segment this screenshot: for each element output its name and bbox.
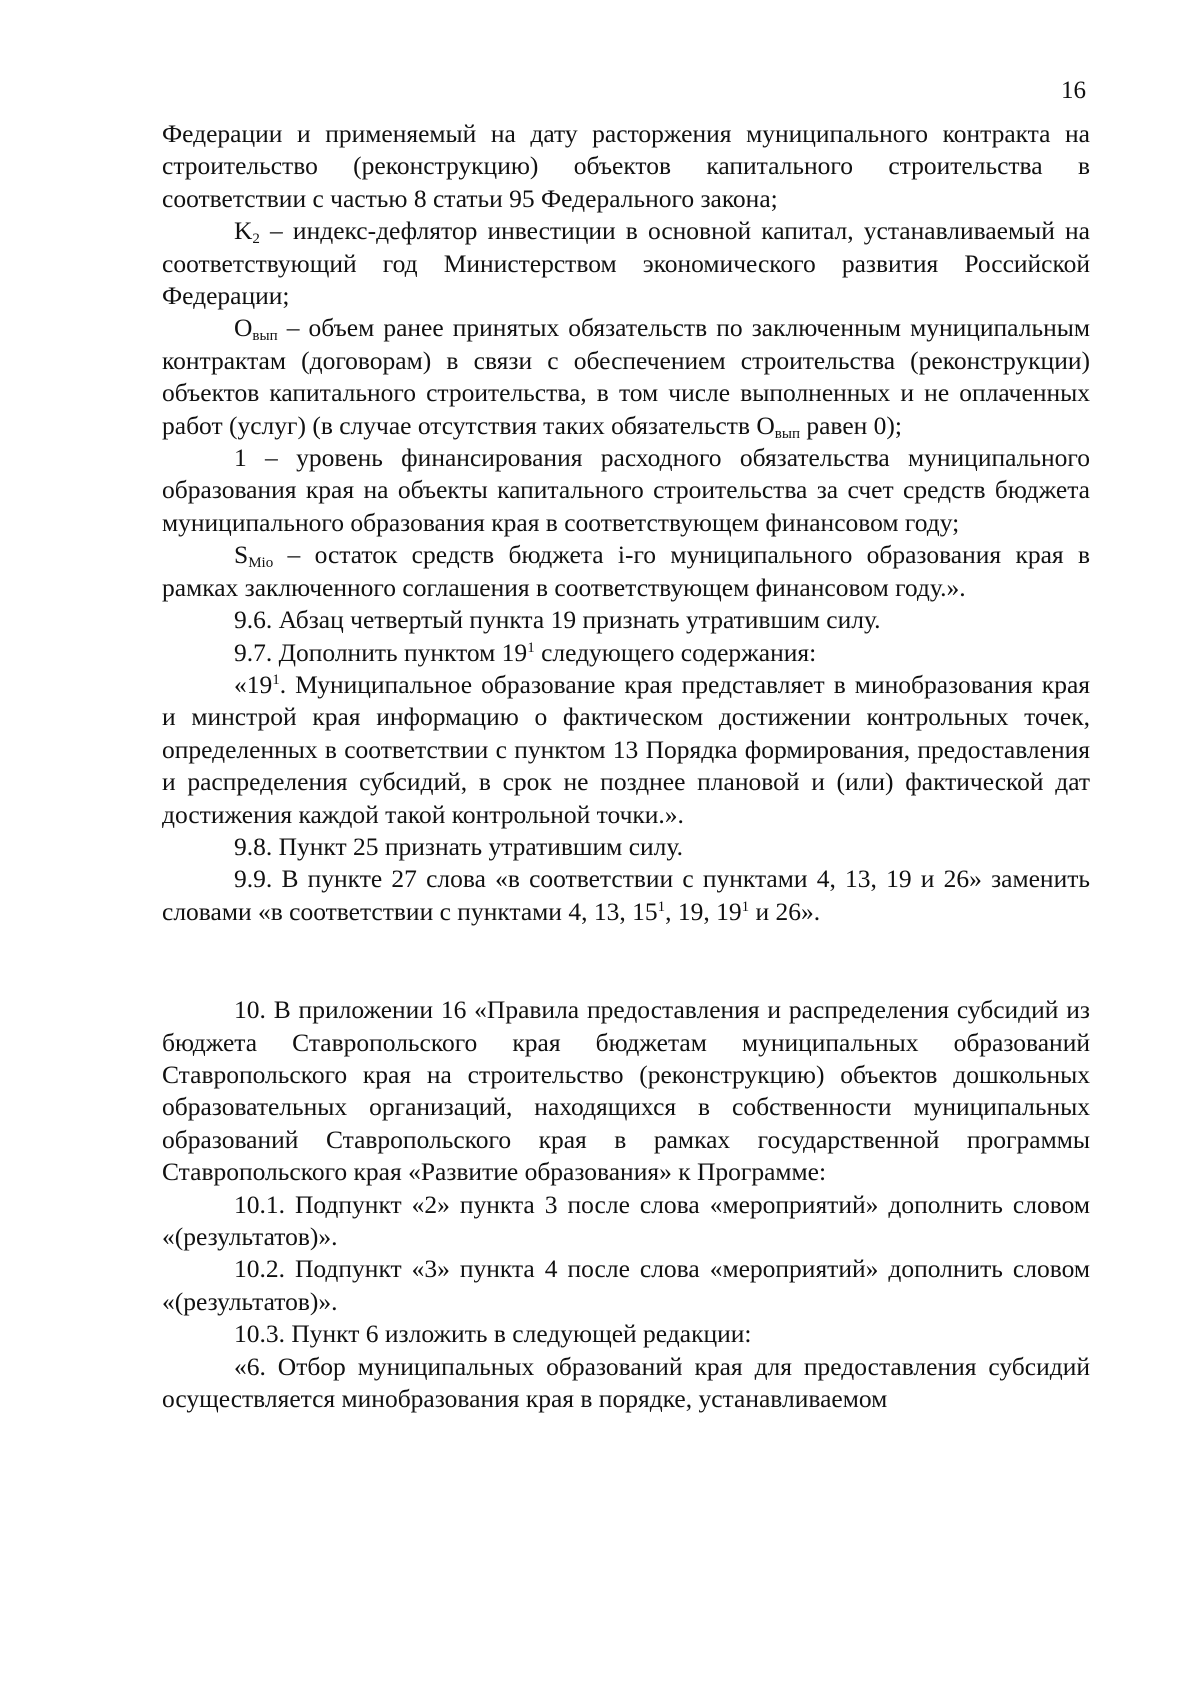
paragraph-10-2: 10.2. Подпункт «3» пункта 4 после слова «мероприятий» дополнить словом «(результатов)».: [162, 1254, 1090, 1316]
paragraph-9-7-end: следующего содержания:: [534, 637, 817, 667]
paragraph-k2-definition: [162, 215, 1090, 312]
ovyp-definition-text: – объем ранее принятых обязательств по заключенным муниципальным контрактам (договорам) в связи с обеспечением строительства (реконструкции) объектов капитального строительства, в том числе выполненных и не оплаченных работ (услуг) (в случае отсутствия таких обязательств: [162, 313, 1090, 440]
paragraph-9-9-mid: , 19, 19: [665, 896, 742, 926]
symbol-k: K: [234, 216, 253, 246]
paragraph-10: 10. В приложении 16 «Правила предоставления и распределения субсидий из бюджета Ставропольского края бюджетам муниципальных образований Ставропольского края на строительство (реконструкцию) объектов дошкольных образовательных организаций, находящихся в собственности муниципальных образований Ставропольского края в рамках государственной программы Ставропольского края «Развитие образования» к Программе:: [162, 995, 1090, 1187]
symbol-o-inline: О: [756, 410, 775, 440]
paragraph-9-6: 9.6. Абзац четвертый пункта 19 признать утратившим силу.: [234, 605, 881, 635]
symbol-k-subscript: 2: [252, 231, 260, 248]
superscript-one: 1: [657, 898, 666, 915]
symbol-o-subscript: вып: [252, 328, 278, 345]
paragraph-10-3: 10.3. Пункт 6 изложить в следующей редакции:: [234, 1319, 752, 1349]
paragraph-10-1: 10.1. Подпункт «2» пункта 3 после слова «мероприятий» дополнить словом «(результатов)».: [162, 1189, 1090, 1251]
paragraph-9-9: [162, 863, 1090, 928]
paragraph-19-1: [162, 669, 1090, 831]
paragraph-9-9-end: и 26».: [749, 896, 821, 926]
symbol-s-subscript: Mio: [248, 555, 274, 572]
paragraph-9-8: 9.8. Пункт 25 признать утратившим силу.: [234, 831, 683, 861]
paragraph-19-1-text: . Муниципальное образование края представляет в минобразования края и минстрой края информацию о фактическом достижении контрольных точек, определенных в соответствии с пунктом 13 Порядка формирования, предоставления и распределения субсидий, в срок не позднее плановой и (или) фактической дат достижения каждой такой контрольной точки.».: [162, 669, 1090, 829]
paragraph-9-7: [162, 637, 1090, 669]
section-spacer: [162, 928, 1090, 994]
paragraph-federation-contract: Федерации и применяемый на дату расторжения муниципального контракта на строительство (реконструкцию) объектов капитального строительства в соответствии с частью 8 статьи 95 Федерального закона;: [162, 119, 1090, 213]
smio-definition-text: – остаток средств бюджета i-го муниципального образования края в рамках заключенного соглашения в соответствующем финансовом году.».: [162, 540, 1090, 602]
k2-definition-text: – индекс-дефлятор инвестиции в основной капитал, устанавливаемый на соответствующий год Министерством экономического развития Российской Федерации;: [162, 216, 1090, 311]
symbol-o-inline-subscript: вып: [774, 425, 800, 442]
paragraph-financing-level: 1 – уровень финансирования расходного обязательства муниципального образования края на объекты капитального строительства за счет средств бюджета муниципального образования края в соответствующем финансовом году;: [162, 443, 1090, 537]
paragraph-6-selection: «6. Отбор муниципальных образований края для предоставления субсидий осуществляется минобразования края в порядке, устанавливаемом: [162, 1351, 1090, 1414]
superscript-one: 1: [741, 898, 750, 915]
ovyp-definition-end: равен 0);: [799, 410, 902, 440]
paragraph-9-7-text: 9.7. Дополнить пунктом 19: [234, 637, 528, 667]
paragraph-9-9-text: 9.9. В пункте 27 слова «в соответствии с пунктами 4, 13, 19 и 26» заменить словами «в соответствии с пунктами 4, 13, 15: [162, 864, 1090, 926]
paragraph-smio-definition: [162, 539, 1090, 604]
superscript-one: 1: [272, 671, 280, 688]
superscript-one: 1: [527, 639, 535, 656]
paragraph-ovyp-definition: [162, 312, 1090, 442]
paragraph-19-1-start: «19: [234, 669, 273, 699]
document-body: [162, 118, 1090, 1415]
page-number: 16: [1061, 77, 1086, 104]
symbol-o: О: [234, 313, 253, 343]
symbol-s: S: [234, 540, 249, 570]
